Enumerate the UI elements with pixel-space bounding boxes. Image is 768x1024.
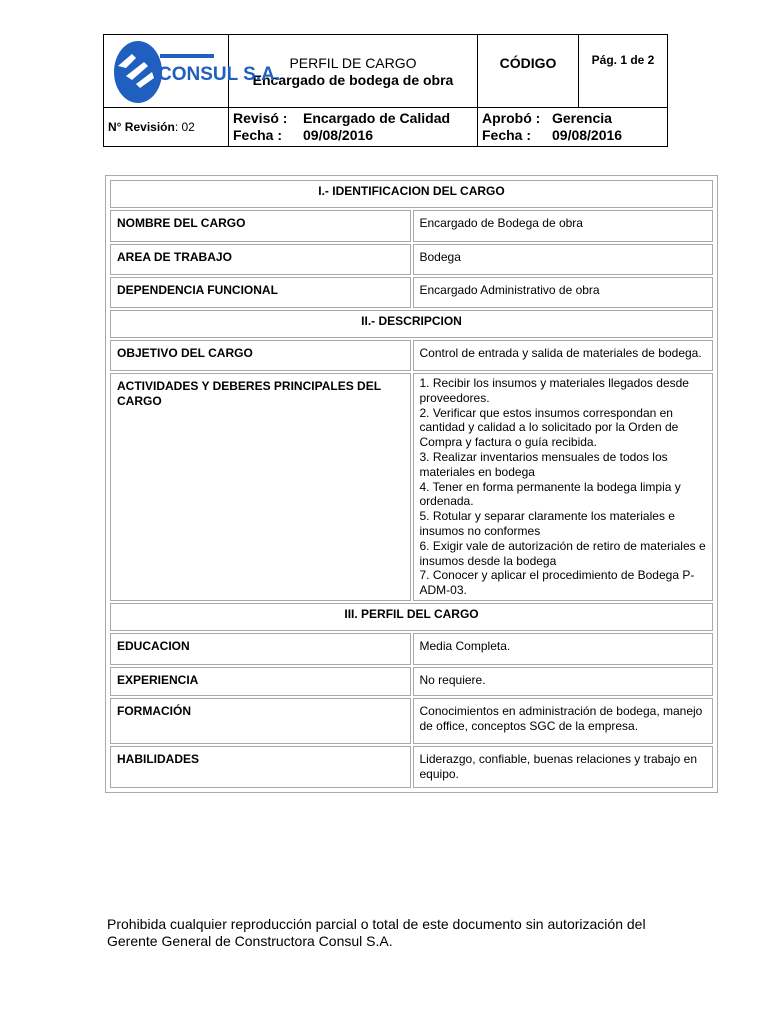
document-subtitle: Encargado de bodega de obra: [252, 72, 454, 88]
table-row: [110, 746, 713, 788]
code-cell: [478, 35, 579, 108]
approved-date-value: 09/08/2016: [552, 127, 623, 143]
row-label: ACTIVIDADES Y DEBERES PRINCIPALES DEL CARGO: [110, 373, 411, 601]
page-label: Pág. 1 de 2: [591, 53, 655, 67]
section-identificacion: I.- IDENTIFICACION DEL CARGO: [110, 180, 713, 208]
list-item: 2. Verificar que estos insumos correspondan en cantidad y calidad a lo solicitado por la Orden de Compra y factura o guía recibida.: [419, 405, 679, 450]
approved-value: Gerencia: [552, 110, 612, 126]
row-label: HABILIDADES: [110, 746, 411, 788]
row-label: EXPERIENCIA: [110, 667, 411, 696]
logo-cell: [104, 35, 281, 108]
table-row: [110, 698, 713, 744]
list-item: 7. Conocer y aplicar el procedimiento de Bodega P-ADM-03.: [419, 568, 695, 598]
section-descripcion: II.- DESCRIPCION: [110, 310, 713, 338]
approved-key: Aprobó :: [482, 110, 541, 126]
table-row: [110, 633, 713, 665]
table-row: [110, 667, 713, 696]
list-item: 4. Tener en forma permanente la bodega limpia y ordenada.: [419, 479, 681, 509]
row-label: EDUCACION: [110, 633, 411, 665]
document-title: PERFIL DE CARGO: [289, 55, 417, 71]
row-value: Conocimientos en administración de bodega, manejo de office, conceptos SGC de la empresa.: [413, 698, 714, 744]
row-label: DEPENDENCIA FUNCIONAL: [110, 277, 411, 308]
approved-date-key: Fecha :: [482, 127, 532, 143]
reviewed-date-key: Fecha :: [233, 127, 283, 143]
table-row: [110, 277, 713, 308]
row-value: Bodega: [413, 244, 714, 275]
revision-cell: [104, 108, 229, 147]
table-row: [110, 244, 713, 275]
row-label: AREA DE TRABAJO: [110, 244, 411, 275]
logo-text: CONSUL S.A.: [158, 64, 281, 85]
revision-label: N° Revisión: [108, 120, 175, 134]
row-label: OBJETIVO DEL CARGO: [110, 340, 411, 371]
list-item: 6. Exigir vale de autorización de retiro de materiales e insumos desde la bodega: [419, 538, 706, 568]
document-header: [103, 34, 668, 147]
list-item: 1. Recibir los insumos y materiales llegados desde proveedores.: [419, 376, 689, 405]
section-perfil: III. PERFIL DEL CARGO: [110, 603, 713, 631]
row-label: NOMBRE DEL CARGO: [110, 210, 411, 242]
activities-list: [413, 373, 714, 601]
reviewed-cell: [229, 108, 478, 147]
reviewed-key: Revisó :: [233, 110, 288, 126]
list-item: 3. Realizar inventarios mensuales de todos los materiales en bodega: [419, 449, 668, 479]
approved-cell: [478, 108, 668, 147]
page-cell: [579, 35, 668, 108]
row-value: No requiere.: [413, 667, 714, 696]
job-profile-table: [105, 175, 718, 793]
code-label: CÓDIGO: [499, 55, 557, 71]
row-value: Control de entrada y salida de materiales de bodega.: [413, 340, 714, 371]
row-value: Liderazgo, confiable, buenas relaciones y trabajo en equipo.: [413, 746, 714, 788]
reviewed-value: Encargado de Calidad: [303, 110, 451, 126]
footer-notice: Prohibida cualquier reproducción parcial o total de este documento sin autorización del Gerente General de Constructora Consul S.A.: [107, 916, 646, 949]
company-logo-icon: [108, 36, 281, 106]
revision-value: : 02: [174, 120, 195, 134]
table-row: [110, 373, 713, 601]
row-value: Encargado de Bodega de obra: [413, 210, 714, 242]
table-row: [110, 210, 713, 242]
reviewed-date-value: 09/08/2016: [303, 127, 374, 143]
list-item: 5. Rotular y separar claramente los materiales e insumos no conformes: [419, 509, 675, 538]
row-value: Media Completa.: [413, 633, 714, 665]
table-row: [110, 340, 713, 371]
row-value: Encargado Administrativo de obra: [413, 277, 714, 308]
row-label: FORMACIÓN: [110, 698, 411, 744]
